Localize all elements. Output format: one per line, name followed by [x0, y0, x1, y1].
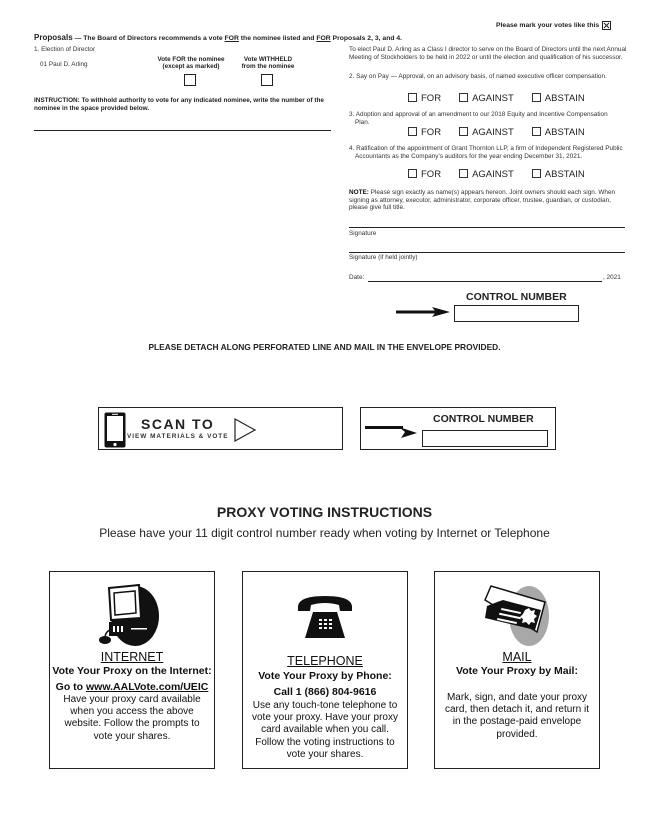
- play-triangle-icon: [234, 418, 256, 442]
- mail-card: [434, 571, 600, 769]
- control-number-panel: [360, 407, 556, 450]
- director-description: To elect Paul D. Arling as a Class I director to serve on the Board of Directors until the next Annual Meeting of Stockholders to be held in 2022 or until the election and qualification of his successor.: [349, 46, 627, 61]
- option-label: FOR: [421, 93, 442, 104]
- goto-text: Go to: [55, 681, 86, 693]
- mark-instruction-text: Please mark your votes like this: [496, 22, 600, 29]
- mail-body: Mark, sign, and date your proxy card, then detach it, and return it in the postage-paid envelope provided.: [445, 692, 589, 740]
- proposal-2-text: 2. Say on Pay — Approval, on an advisory basis, of named executive officer compensation.: [349, 73, 607, 80]
- date-line[interactable]: [368, 281, 602, 282]
- withhold-nominee-line[interactable]: [34, 130, 331, 131]
- internet-url-link[interactable]: www.AALVote.com/UEIC: [86, 681, 209, 693]
- proposal-3-for[interactable]: [408, 127, 441, 138]
- scan-title: SCAN TO: [141, 416, 215, 432]
- signature-note: [349, 189, 627, 212]
- nominee-name: 01 Paul D. Arling: [40, 61, 88, 68]
- x-mark-icon: [602, 21, 611, 30]
- checkbox-icon: [459, 127, 468, 136]
- proposals-label: Proposals: [34, 33, 73, 42]
- internet-body: Have your proxy card available when you access the above website. Follow the prompts to vote your shares.: [63, 694, 201, 742]
- date-year: , 2021: [603, 274, 621, 281]
- withheld-header: [232, 56, 304, 70]
- withheld-label-2: from the nominee: [241, 63, 295, 70]
- checkbox-icon: [532, 169, 541, 178]
- arrow-right-icon: [365, 424, 421, 440]
- telephone-icon: [295, 592, 355, 640]
- mark-instruction: [496, 21, 611, 30]
- proposal-4-abstain[interactable]: [532, 169, 585, 180]
- internet-title: INTERNET: [100, 650, 164, 664]
- checkbox-icon: [408, 127, 417, 136]
- date-label: Date:: [349, 274, 365, 281]
- note-text: Please sign exactly as name(s) appears hereon. Joint owners should each sign. When signing as attorney, executor, administrator, corporate officer, trustee, guardian, or custodian, please give full title.: [349, 189, 616, 212]
- option-label: ABSTAIN: [544, 93, 585, 104]
- signature-line[interactable]: [349, 227, 625, 228]
- option-label: AGAINST: [472, 93, 514, 104]
- computer-icon: [95, 580, 169, 648]
- proposal-2-against[interactable]: [459, 93, 514, 104]
- proposal-4-text: 4. Ratification of the appointment of Grant Thornton LLP, a firm of Independent Registered Public Accountants as the Company's auditors for the year ending December 31, 2021.: [349, 145, 623, 160]
- option-label: FOR: [421, 169, 442, 180]
- scan-subtitle: VIEW MATERIALS & VOTE: [127, 433, 229, 440]
- withheld-label-1: Vote WITHHELD: [243, 56, 293, 63]
- option-label: FOR: [421, 127, 442, 138]
- telephone-title: TELEPHONE: [287, 654, 363, 668]
- for-word: FOR: [224, 35, 239, 42]
- mail-subtitle: Vote Your Proxy by Mail:: [456, 665, 578, 677]
- telephone-card: [242, 571, 408, 769]
- withhold-instruction: INSTRUCTION: To withhold authority to vote for any indicated nominee, write the number of the nominee in the space provided below.: [34, 97, 324, 113]
- control-number-label: CONTROL NUMBER: [466, 291, 567, 303]
- control-number-field-2[interactable]: [422, 430, 548, 447]
- checkbox-icon: [532, 93, 541, 102]
- proposals-header: [34, 33, 402, 42]
- proposal-3-text: 3. Adoption and approval of an amendment to our 2018 Equity and Incentive Compensation Plan.: [349, 111, 608, 126]
- proposal-3-abstain[interactable]: [532, 127, 585, 138]
- vote-for-label-2: (except as marked): [162, 63, 220, 70]
- instructions-title: PROXY VOTING INSTRUCTIONS: [216, 504, 433, 520]
- internet-subtitle: Vote Your Proxy on the Internet:: [52, 665, 212, 677]
- signature-label: Signature: [349, 230, 377, 237]
- for-word-2: FOR: [316, 35, 331, 42]
- checkbox-icon: [408, 169, 417, 178]
- proposal-2-abstain[interactable]: [532, 93, 585, 104]
- proposal-2-for[interactable]: [408, 93, 441, 104]
- mail-envelope-icon: [477, 580, 557, 650]
- election-heading: 1. Election of Director: [34, 46, 96, 53]
- scan-to-vote-box[interactable]: [98, 407, 343, 450]
- proposal-4-options: [408, 169, 585, 180]
- proposals-mid: the nominee listed and: [238, 35, 317, 42]
- checkbox-icon: [459, 93, 468, 102]
- proposal-4-against[interactable]: [459, 169, 514, 180]
- proposal-2-options: [408, 93, 585, 104]
- proposal-4-for[interactable]: [408, 169, 441, 180]
- note-label: NOTE:: [349, 189, 369, 196]
- joint-signature-label: Signature (if held jointly): [349, 254, 418, 261]
- vote-withheld-checkbox[interactable]: [261, 74, 273, 86]
- smartphone-icon: [104, 412, 126, 448]
- control-number-label-2: CONTROL NUMBER: [433, 413, 534, 425]
- internet-goto: [50, 680, 214, 694]
- mail-title: MAIL: [502, 650, 532, 664]
- checkbox-icon: [459, 169, 468, 178]
- proposals-dash: — The Board of Directors recommends a vote: [72, 35, 225, 42]
- option-label: AGAINST: [472, 169, 514, 180]
- internet-card: [49, 571, 215, 769]
- detach-notice: PLEASE DETACH ALONG PERFORATED LINE AND MAIL IN THE ENVELOPE PROVIDED.: [148, 342, 501, 352]
- vote-for-header: [150, 56, 232, 70]
- telephone-subtitle: Vote Your Proxy by Phone: Call 1 (866) 804-9616: [258, 670, 392, 698]
- telephone-body: Use any touch-tone telephone to vote your proxy. Have your proxy card available when you call. Follow the voting instructions to vote your shares.: [252, 700, 398, 760]
- vote-for-nominee-checkbox[interactable]: [184, 74, 196, 86]
- proposal-3-against[interactable]: [459, 127, 514, 138]
- checkbox-icon: [408, 93, 417, 102]
- joint-signature-line[interactable]: [349, 252, 625, 253]
- option-label: ABSTAIN: [544, 127, 585, 138]
- checkbox-icon: [532, 127, 541, 136]
- control-number-field[interactable]: [454, 305, 579, 322]
- proposals-end: Proposals 2, 3, and 4.: [330, 35, 403, 42]
- vote-for-label-1: Vote FOR the nominee: [157, 56, 225, 63]
- option-label: AGAINST: [472, 127, 514, 138]
- arrow-right-icon: [396, 306, 452, 318]
- option-label: ABSTAIN: [544, 169, 585, 180]
- instructions-subtitle: Please have your 11 digit control number ready when voting by Internet or Telephone: [99, 526, 550, 540]
- proposal-3-options: [408, 127, 585, 138]
